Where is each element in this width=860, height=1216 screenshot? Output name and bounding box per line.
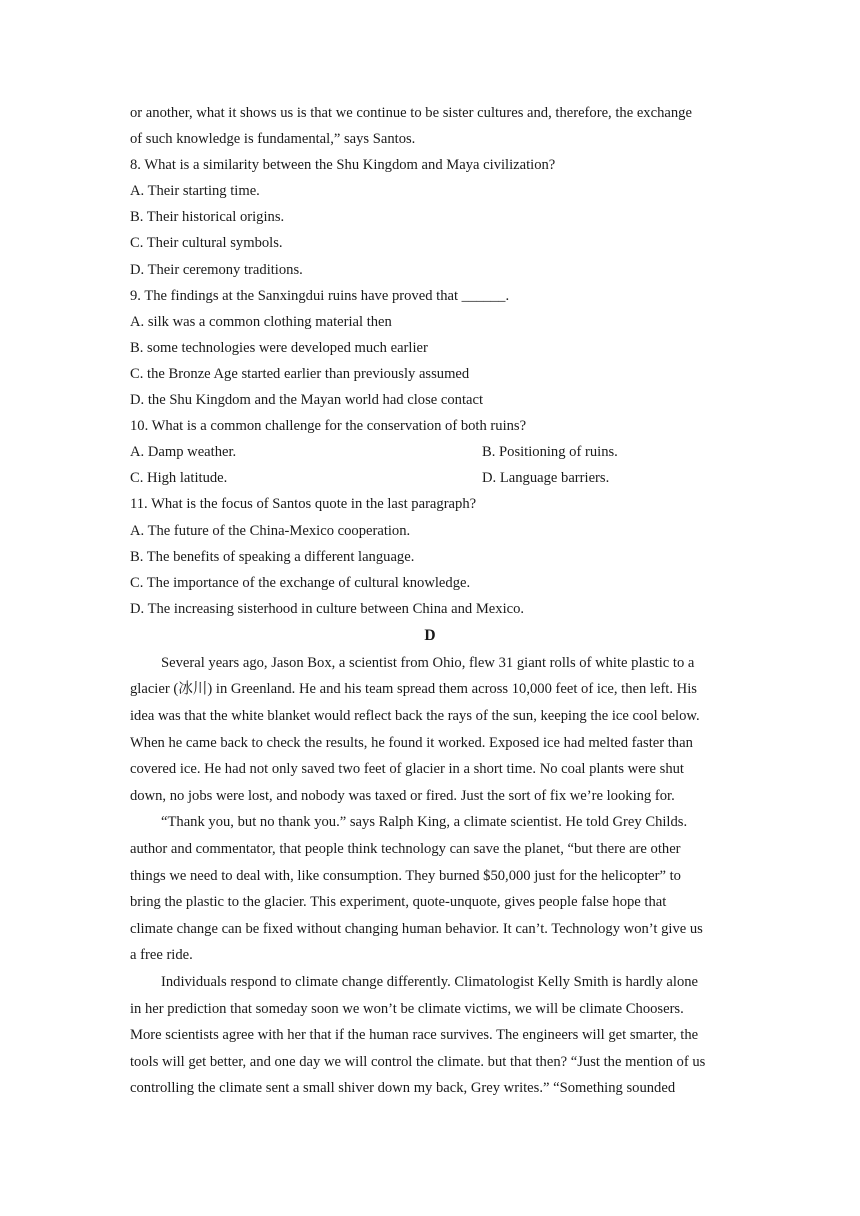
- question-10: [130, 413, 730, 491]
- paragraph-line: tools will get better, and one day we will control the climate. but that then? “Just the mention of us: [130, 1053, 706, 1070]
- option-d: D. Language barriers.: [482, 470, 610, 487]
- paragraph-line: a free ride.: [130, 947, 193, 964]
- section-d-heading: D: [424, 626, 436, 644]
- option-a: A. Damp weather.: [130, 444, 237, 461]
- question-8: [130, 152, 730, 282]
- option-c: C. The importance of the exchange of cultural knowledge.: [130, 574, 471, 591]
- option-b: B. Their historical origins.: [130, 209, 285, 226]
- passage-line: of such knowledge is fundamental,” says Santos.: [130, 131, 416, 148]
- option-c: C. High latitude.: [130, 470, 228, 487]
- paragraph-line: bring the plastic to the glacier. This experiment, quote-unquote, gives people false hope that: [130, 894, 667, 911]
- section-d-paragraph-2: [130, 809, 730, 969]
- document-page: [130, 100, 730, 1102]
- passage-c-ending: [130, 100, 730, 152]
- option-b: B. Positioning of ruins.: [482, 444, 618, 461]
- paragraph-line: Individuals respond to climate change differently. Climatologist Kelly Smith is hardly alone: [161, 974, 699, 990]
- paragraph-line: in her prediction that someday soon we won’t be climate victims, we will be climate Choosers.: [130, 1000, 684, 1017]
- question-11: [130, 491, 730, 621]
- paragraph-line: author and commentator, that people think technology can save the planet, “but there are other: [130, 841, 681, 858]
- question-stem: 11. What is the focus of Santos quote in the last paragraph?: [130, 496, 477, 513]
- paragraph-line: Several years ago, Jason Box, a scientist from Ohio, flew 31 giant rolls of white plastic to a: [161, 654, 695, 671]
- option-b: B. some technologies were developed much earlier: [130, 339, 428, 356]
- option-a: A. Their starting time.: [130, 183, 260, 200]
- option-row: [130, 465, 730, 491]
- paragraph-line: idea was that the white blanket would reflect back the rays of the sun, keeping the ice cool below.: [130, 708, 700, 725]
- option-b: B. The benefits of speaking a different language.: [130, 548, 415, 565]
- option-c: C. Their cultural symbols.: [130, 235, 283, 252]
- question-stem: 8. What is a similarity between the Shu Kingdom and Maya civilization?: [130, 157, 556, 174]
- paragraph-line: down, no jobs were lost, and nobody was taxed or fired. Just the sort of fix we’re looking for.: [130, 787, 675, 804]
- paragraph-line: controlling the climate sent a small shiver down my back, Grey writes.” “Something sounded: [130, 1080, 676, 1097]
- option-d: D. Their ceremony traditions.: [130, 261, 303, 278]
- option-a: A. The future of the China-Mexico cooperation.: [130, 522, 411, 539]
- option-d: D. the Shu Kingdom and the Mayan world had close contact: [130, 392, 484, 409]
- paragraph-line: More scientists agree with her that if the human race survives. The engineers will get smarter, the: [130, 1027, 699, 1044]
- option-d: D. The increasing sisterhood in culture between China and Mexico.: [130, 600, 525, 617]
- paragraph-line: glacier (冰川) in Greenland. He and his team spread them across 10,000 feet of ice, then left. His: [130, 681, 697, 698]
- paragraph-line: “Thank you, but no thank you.” says Ralph King, a climate scientist. He told Grey Childs.: [161, 814, 688, 831]
- question-stem: 10. What is a common challenge for the conservation of both ruins?: [130, 418, 527, 435]
- option-c: C. the Bronze Age started earlier than previously assumed: [130, 365, 470, 382]
- section-d-paragraph-1: [130, 650, 730, 810]
- question-9: [130, 283, 730, 413]
- option-row: [130, 439, 730, 465]
- section-d-paragraph-3: [130, 969, 730, 1102]
- option-a: A. silk was a common clothing material then: [130, 313, 392, 330]
- paragraph-line: When he came back to check the results, he found it worked. Exposed ice had melted faster than: [130, 734, 693, 751]
- question-stem: 9. The findings at the Sanxingdui ruins have proved that ______.: [130, 287, 510, 304]
- passage-line: or another, what it shows us is that we continue to be sister cultures and, therefore, the exchange: [130, 105, 692, 121]
- paragraph-line: covered ice. He had not only saved two feet of glacier in a short time. No coal plants were shut: [130, 761, 684, 778]
- paragraph-line: things we need to deal with, like consumption. They burned $50,000 just for the helicopter” to: [130, 867, 681, 884]
- paragraph-line: climate change can be fixed without changing human behavior. It can’t. Technology won’t give us: [130, 920, 703, 937]
